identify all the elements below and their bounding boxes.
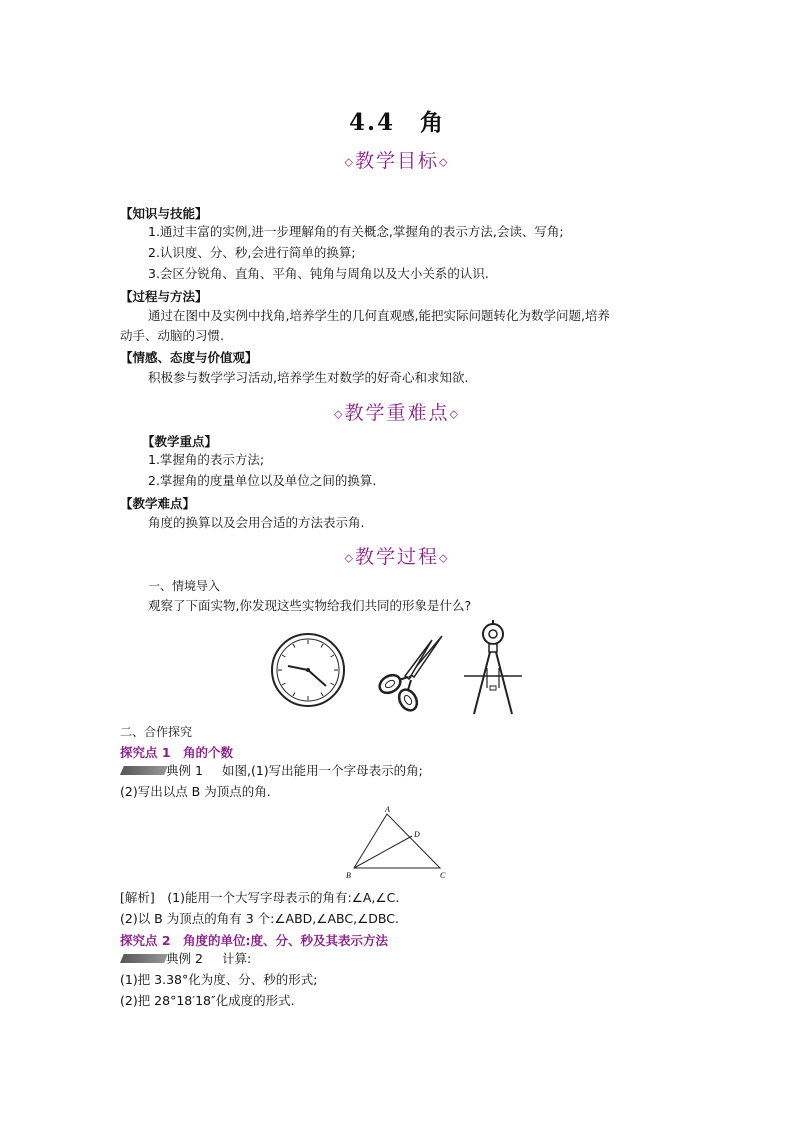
knowledge-item: 1.通过丰富的实例,进一步理解角的有关概念,掌握角的表示方法,会读、写角; xyxy=(148,224,564,239)
example2-item: (2)把 28°18′18″化成度的形式. xyxy=(120,993,295,1008)
section-process-label: 教学过程 xyxy=(354,546,439,568)
example1-text: 如图,(1)写出能用一个字母表示的角; xyxy=(222,763,423,778)
diamond-icon: ◇ xyxy=(439,551,450,565)
process-method-header: 【过程与方法】 xyxy=(120,289,208,304)
diamond-icon: ◇ xyxy=(344,155,355,169)
focus-header: 【教学重点】 xyxy=(142,434,218,449)
section-title-goals xyxy=(0,146,794,173)
page-title: 4.4 角 xyxy=(348,109,445,136)
section-title-keypoints xyxy=(0,398,794,425)
section-goals-label: 教学目标 xyxy=(354,150,439,172)
label-a: A xyxy=(385,806,390,814)
section-title-process xyxy=(0,542,794,569)
clock-image xyxy=(268,630,348,710)
part2-title: 二、合作探究 xyxy=(120,725,193,739)
diamond-icon: ◇ xyxy=(449,407,460,421)
label-c: C xyxy=(440,871,446,880)
example2-text: 计算: xyxy=(222,951,252,966)
example2-item: (1)把 3.38°化为度、分、秒的形式; xyxy=(120,972,318,987)
emotion-text: 积极参与数学学习活动,培养学生对数学的好奇心和求知欲. xyxy=(148,370,469,385)
triangle-figure xyxy=(340,806,460,882)
label-d: D xyxy=(414,830,420,839)
example-tag-icon xyxy=(120,954,168,963)
process-method-text: 动手、动脑的习惯. xyxy=(120,328,224,343)
knowledge-header: 【知识与技能】 xyxy=(120,206,208,221)
difficulty-text: 角度的换算以及会用合适的方法表示角. xyxy=(148,515,365,530)
focus-item: 2.掌握角的度量单位以及单位之间的换算. xyxy=(148,473,377,488)
example2-label: 典例 2 xyxy=(166,951,203,966)
section-keypoints-label: 教学重难点 xyxy=(344,402,450,424)
process-method-text: 通过在图中及实例中找角,培养学生的几何直观感,能把实际问题转化为数学问题,培养 xyxy=(148,308,610,323)
emotion-header: 【情感、态度与价值观】 xyxy=(120,350,258,365)
label-b: B xyxy=(346,871,351,880)
diamond-icon: ◇ xyxy=(334,407,345,421)
diamond-icon: ◇ xyxy=(439,155,450,169)
scissors-image xyxy=(372,630,452,712)
diamond-icon: ◇ xyxy=(344,551,355,565)
difficulty-header: 【教学难点】 xyxy=(120,496,196,511)
focus-item: 1.掌握角的表示方法; xyxy=(148,452,265,467)
example1-text2: (2)写出以点 B 为顶点的角. xyxy=(120,784,271,799)
part1-title: 一、情境导入 xyxy=(148,579,221,593)
part1-question: 观察了下面实物,你发现这些实物给我们共同的形象是什么? xyxy=(148,598,472,613)
analysis-line: (2)以 B 为顶点的角有 3 个:∠ABD,∠ABC,∠DBC. xyxy=(120,911,399,926)
knowledge-item: 3.会区分锐角、直角、平角、钝角与周角以及大小关系的认识. xyxy=(148,266,489,281)
compass-image xyxy=(462,618,524,718)
explore1-title: 探究点 1 角的个数 xyxy=(120,745,234,760)
explore2-title: 探究点 2 角度的单位:度、分、秒及其表示方法 xyxy=(120,933,389,948)
knowledge-item: 2.认识度、分、秒,会进行简单的换算; xyxy=(148,245,356,260)
example1-label: 典例 1 xyxy=(166,763,203,778)
example-tag-icon xyxy=(120,766,168,775)
analysis-line: [解析] (1)能用一个大写字母表示的角有:∠A,∠C. xyxy=(120,890,400,905)
